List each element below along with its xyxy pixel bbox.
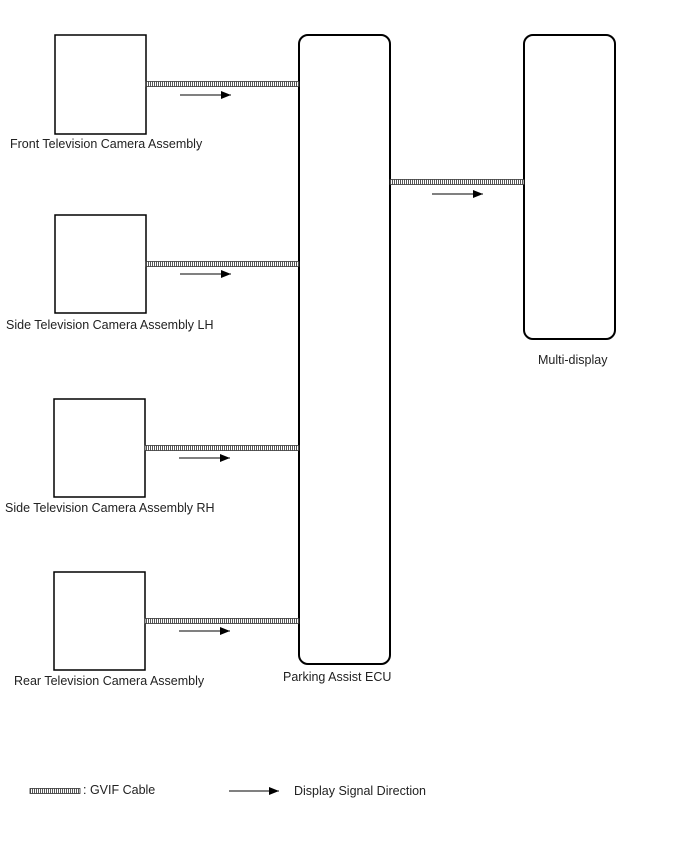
side-lh-camera-box — [55, 215, 146, 313]
side-rh-camera-box — [54, 399, 145, 497]
gvif-cable-display — [390, 180, 524, 185]
gvif-cable-side-rh — [145, 446, 299, 451]
rear-camera-box — [54, 572, 145, 670]
front-camera-box — [55, 35, 146, 134]
display-label: Multi-display — [538, 353, 608, 367]
display-box — [524, 35, 615, 339]
side-lh-camera-label: Side Television Camera Assembly LH — [6, 318, 214, 332]
legend-signal-label: Display Signal Direction — [294, 784, 427, 798]
ecu-label: Parking Assist ECU — [283, 670, 392, 684]
gvif-cable-side-lh — [146, 262, 299, 267]
gvif-cable-front — [146, 82, 299, 87]
legend-cable-swatch — [30, 789, 80, 794]
ecu-box — [299, 35, 390, 664]
rear-camera-label: Rear Television Camera Assembly — [14, 674, 205, 688]
legend-cable-label: : GVIF Cable — [83, 783, 156, 797]
side-rh-camera-label: Side Television Camera Assembly RH — [5, 501, 215, 515]
gvif-cable-rear — [145, 619, 299, 624]
front-camera-label: Front Television Camera Assembly — [10, 137, 203, 151]
